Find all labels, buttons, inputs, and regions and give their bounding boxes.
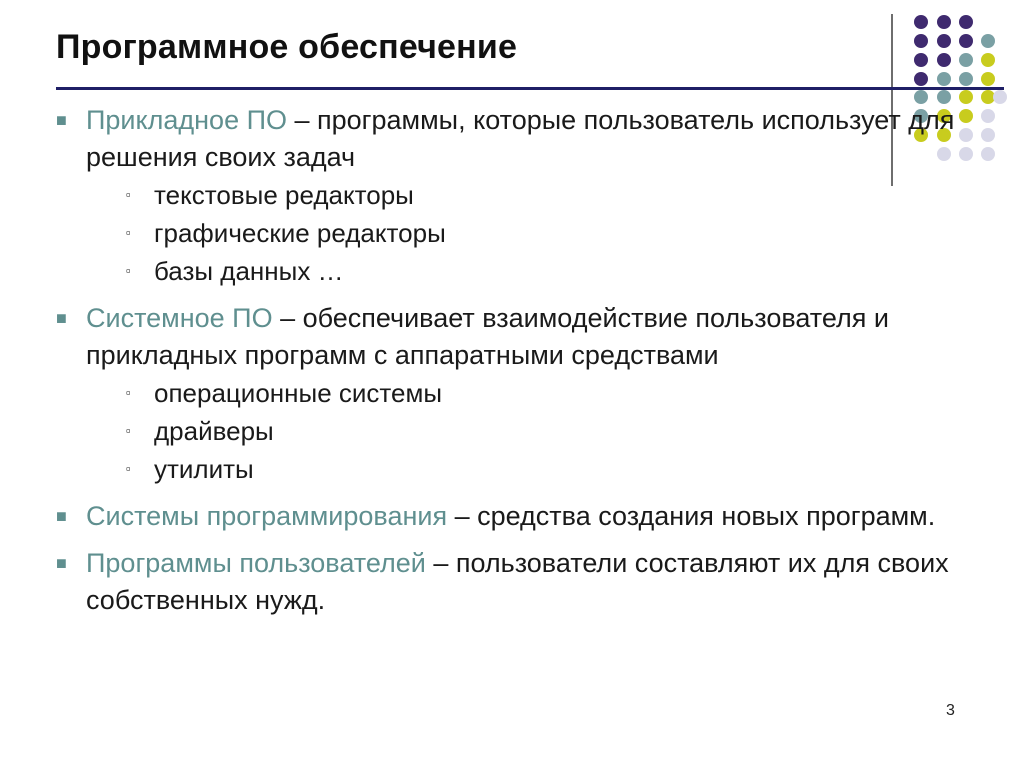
decor-dot <box>959 15 973 29</box>
sub-list <box>126 176 956 290</box>
decor-dot <box>981 128 995 142</box>
decor-dot <box>937 72 951 86</box>
square-bullet-icon: ■ <box>56 110 67 130</box>
decor-dot <box>914 53 928 67</box>
decor-dot <box>981 72 995 86</box>
hollow-square-bullet-icon: ▫ <box>126 187 131 202</box>
list-item <box>56 498 956 535</box>
list-item-text <box>86 102 956 176</box>
decor-dot <box>959 53 973 67</box>
decor-dot <box>959 90 973 104</box>
title-underline <box>56 87 1004 90</box>
term-label: Программы пользователей <box>86 548 426 578</box>
sub-list-item <box>126 374 956 412</box>
decor-dot <box>981 34 995 48</box>
list-item-text <box>86 300 956 374</box>
decor-dot <box>981 109 995 123</box>
sub-item-text: операционные системы <box>154 378 443 408</box>
term-description: – пользователи составляют их для своих собственных нужд. <box>86 548 949 615</box>
term-description: – средства создания новых программ. <box>447 501 936 531</box>
sub-list <box>126 374 956 488</box>
hollow-square-bullet-icon: ▫ <box>126 423 131 438</box>
sub-item-text: базы данных … <box>154 256 344 286</box>
hollow-square-bullet-icon: ▫ <box>126 263 131 278</box>
list-item-text <box>86 545 956 619</box>
decor-dot <box>959 128 973 142</box>
decor-dot <box>959 147 973 161</box>
term-label: Системное ПО <box>86 303 273 333</box>
decor-dot <box>959 34 973 48</box>
hollow-square-bullet-icon: ▫ <box>126 385 131 400</box>
decor-dot <box>914 34 928 48</box>
decor-dot <box>959 109 973 123</box>
sub-item-text: текстовые редакторы <box>154 180 414 210</box>
decor-dot <box>914 15 928 29</box>
list-item <box>56 545 956 619</box>
slide-title: Программное обеспечение <box>56 28 518 66</box>
square-bullet-icon: ■ <box>56 308 67 328</box>
decor-dot <box>937 34 951 48</box>
list-item-text <box>86 498 956 535</box>
term-label: Системы программирования <box>86 501 448 531</box>
decor-dot <box>993 90 1007 104</box>
hollow-square-bullet-icon: ▫ <box>126 225 131 240</box>
sub-item-text: утилиты <box>154 454 254 484</box>
sub-item-text: графические редакторы <box>154 218 446 248</box>
list-item <box>56 102 956 176</box>
sub-item-text: драйверы <box>154 416 274 446</box>
term-description: – обеспечивает взаимодействие пользователя и прикладных программ с аппаратными средствами <box>86 303 889 370</box>
decor-dot <box>914 72 928 86</box>
decor-dot <box>981 147 995 161</box>
decor-dot <box>937 15 951 29</box>
page-number: 3 <box>946 702 955 719</box>
decor-dot <box>937 53 951 67</box>
list-item <box>56 300 956 374</box>
sub-list-item <box>126 450 956 488</box>
square-bullet-icon: ■ <box>56 506 67 526</box>
sub-list-item <box>126 412 956 450</box>
term-description: – программы, которые пользователь использует для решения своих задач <box>86 105 955 172</box>
decor-dot <box>959 72 973 86</box>
decor-dot <box>981 53 995 67</box>
term-label: Прикладное ПО <box>86 105 287 135</box>
sub-list-item <box>126 214 956 252</box>
square-bullet-icon: ■ <box>56 553 67 573</box>
sub-list-item <box>126 252 956 290</box>
sub-list-item <box>126 176 956 214</box>
hollow-square-bullet-icon: ▫ <box>126 461 131 476</box>
bullet-list <box>56 100 956 619</box>
